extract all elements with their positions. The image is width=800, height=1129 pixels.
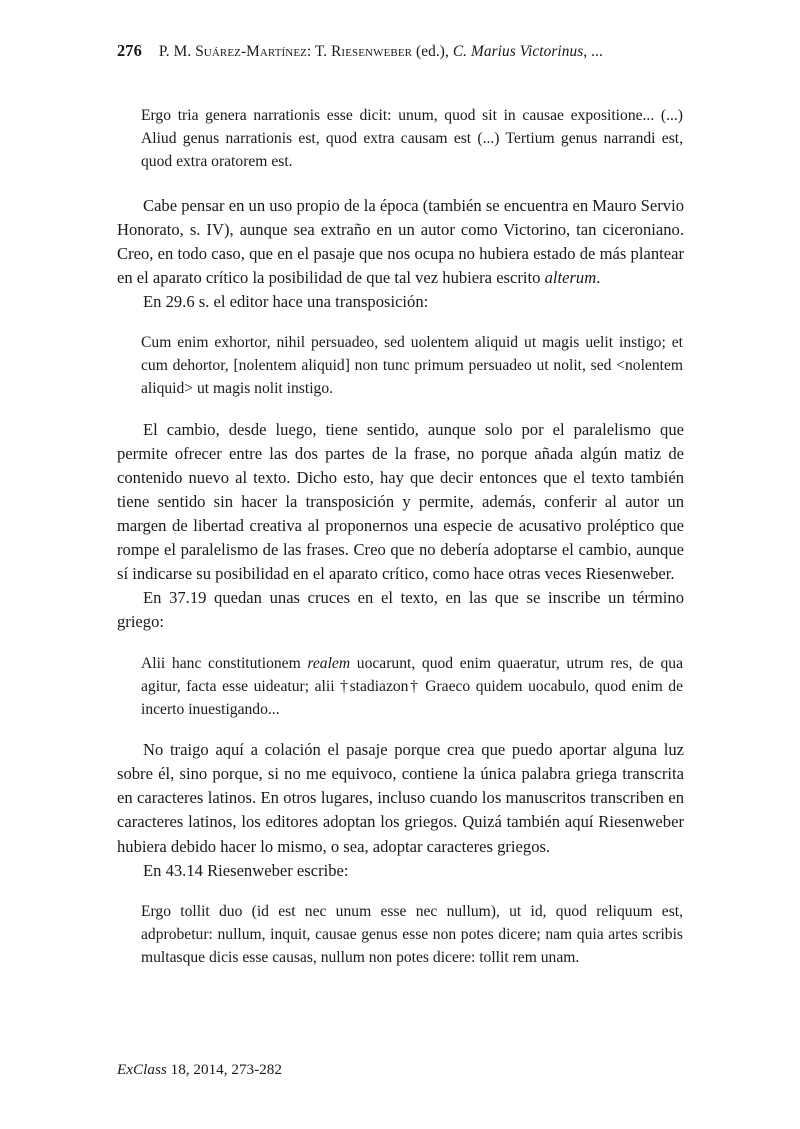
quote-text: Alii hanc constitutionem [141,654,308,672]
running-head-author: P. M. [158,43,196,60]
paragraph-text-end: . [596,267,601,287]
paragraph-text: Cabe pensar en un uso propio de la época (también se encuentra en Mauro Servio Honorato, s. IV), aunque sea extraño en un autor como Victorino, tan ciceroniano. Creo, en todo caso, que en el pasaje que nos ocupa no hubiera estado de más plantear en el aparato crítico la posibilidad de que tal vez hubiera escrito [117,195,684,287]
paragraph-no-traigo: No traigo aquí a colación el pasaje porque crea que puedo aportar alguna luz sobre él, sino porque, si no me equivoco, contiene la única palabra griega transcrita en caracteres latinos. En otros lugares, incluso cuando los manuscritos transcriben en caracteres latinos, los editores adoptan los griegos. Quizá también aquí Riesenweber hubiera debido hacer lo mismo, o sea, adoptar caracteres griegos. [117,740,684,856]
running-head-trailing: ... [587,43,603,60]
quote-text-end: uocarunt, quod enim quaeratur, utrum res, de qua agitur, facta esse uideatur; alii †stadiazon† Graeco quidem uocabulo, quod enim de incerto inuestigando... [141,654,684,718]
text-column [117,104,684,969]
latin-term-alterum: alterum [544,267,597,287]
running-head-author-smallcaps: Suárez-Martínez [195,43,307,60]
running-head-work-title: C. Marius Victorinus, [452,43,588,60]
block-spacer [117,314,684,331]
running-head-separator: : T. [306,43,332,60]
block-spacer [117,721,684,738]
paragraph-en-29-6: En 29.6 s. el editor hace una transposición: [143,291,429,311]
running-head-editor-smallcaps: Riesenweber [331,43,413,60]
block-quote-3 [141,652,683,722]
block-spacer [117,174,684,194]
block-quote-4: Ergo tollit duo (id est nec unum esse nec nullum), ut id, quod reliquum est, adprobetur: nullum, inquit, causae genus esse non potes dicere; nam quia artes scribis multasque dicis esse causas, nullum non potes dicere: tollit rem unam. [141,902,683,967]
latin-term-realem: realem [307,654,351,672]
paragraph-cabe-pensar [117,194,684,290]
block-quote-1: Ergo tria genera narrationis esse dicit: unum, quod sit in causae expositione... (...) Aliud genus narrationis est, quod extra causam est (...) Tertium genus narrandi est, quod extra oratorem est. [141,107,683,171]
journal-name: ExClass [117,1061,167,1078]
block-spacer [117,401,684,418]
paragraph-en-37-19: En 37.19 quedan unas cruces en el texto, en las que se inscribe un término griego: [117,588,684,632]
block-quote-2: Cum enim exhortor, nihil persuadeo, sed uolentem aliquid ut magis uelit instigo; et cum dehortor, [nolentem aliquid] non tunc primum persuadeo ut nolit, sed <nolentem aliquid> ut magis nolit instigo. [141,334,683,398]
journal-citation: 18, 2014, 273-282 [166,1061,282,1078]
page-folio-number: 276 [117,41,142,60]
page-footer [117,1060,282,1080]
block-spacer [117,635,684,652]
running-head-editor-role: (ed.), [412,43,453,60]
paragraph-el-cambio: El cambio, desde luego, tiene sentido, aunque solo por el paralelismo que permite ofrecer entre las dos partes de la frase, no porque añada algún matiz de contenido nuevo al texto. Dicho esto, hay que decir entonces que el texto también tiene sentido sin hacer la transposición y permite, además, conferir al autor un margen de libertad creativa al proponernos una especie de acusativo proléptico que rompe el paralelismo de las frases. Creo que no debería adoptarse el cambio, aunque sí indicarse su posibilidad en el aparato crítico, como hace otras veces Riesenweber. [117,419,684,584]
block-spacer [117,883,684,900]
running-head [117,41,683,62]
paragraph-en-43-14: En 43.14 Riesenweber escribe: [143,860,349,880]
